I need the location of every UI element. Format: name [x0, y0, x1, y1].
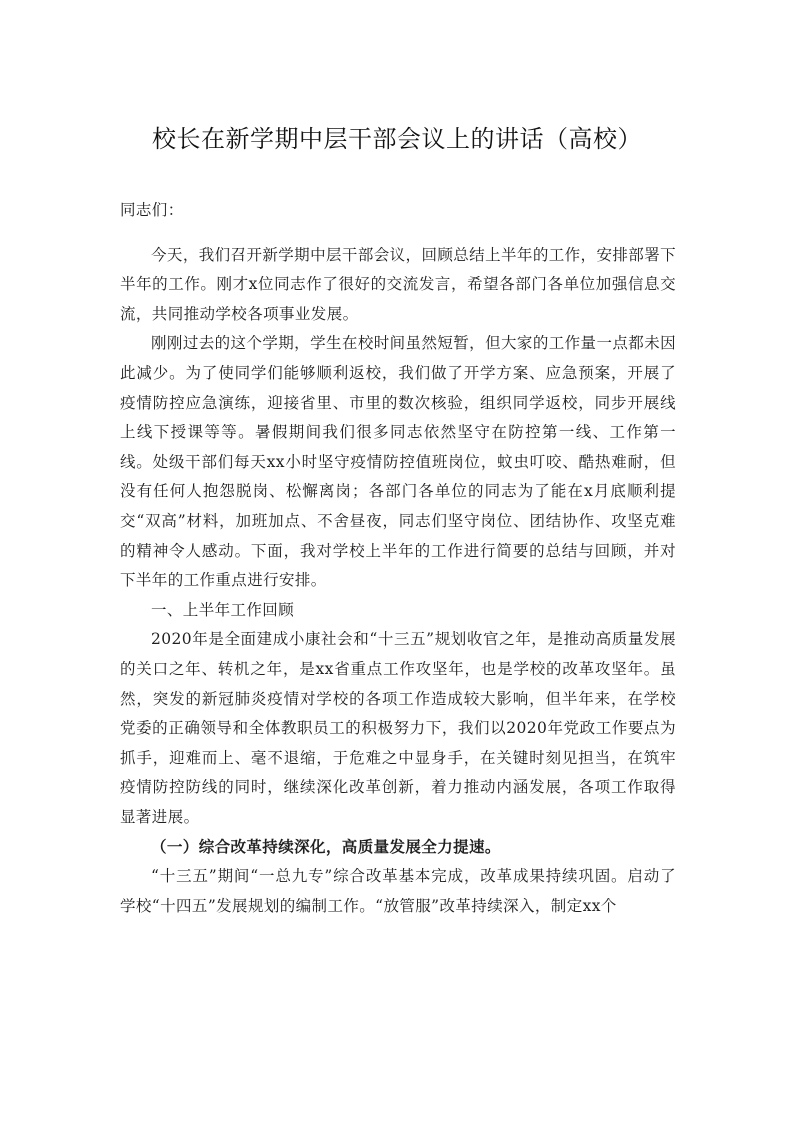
paragraph-reform-details: “十三五”期间“一总九专”综合改革基本完成，改革成果持续巩固。启动了学校“十四五”发展规划的编制工作。“放管服”改革持续深入，制定xx个: [120, 867, 676, 915]
paragraph-2020-overview: 2020年是全面建成小康社会和“十三五”规划收官之年，是推动高质量发展的关口之年、转机之年，是xx省重点工作攻坚年，也是学校的改革攻坚年。虽然，突发的新冠肺炎疫情对学校的各项工作造成较大影响，但半年来，在学校党委的正确领导和全体教职员工的积极努力下，我们以2020年党政工作要点为抓手，迎难而上、毫不退缩，于危难之中显身手，在关键时刻见担当，在筑牢疫情防控防线的同时，继续深化改革创新，着力推动内涵发展，各项工作取得显著进展。: [120, 630, 676, 826]
paragraph-opening: 今天，我们召开新学期中层干部会议，回顾总结上半年的工作，安排部署下半年的工作。刚才x位同志作了很好的交流发言，希望各部门各单位加强信息交流，共同推动学校各项事业发展。: [120, 245, 676, 323]
document-title: 校长在新学期中层干部会议上的讲话（高校）: [152, 125, 642, 153]
section-heading-review: 一、上半年工作回顾: [151, 600, 295, 619]
salutation: 同志们：: [120, 201, 184, 219]
document-body: [120, 196, 676, 921]
subsection-heading-reform: （一）综合改革持续深化，高质量发展全力提速。: [151, 837, 501, 857]
paragraph-semester-summary: 刚刚过去的这个学期，学生在校时间虽然短暂，但大家的工作量一点都未因此减少。为了使同学们能够顺利返校，我们做了开学方案、应急预案，开展了疫情防控应急演练，迎接省里、市里的数次核验，组织同学返校，同步开展线上线下授课等等。暑假期间我们很多同志依然坚守在防控第一线、工作第一线。处级干部们每天xx小时坚守疫情防控值班岗位，蚊虫叮咬、酷热难耐，但没有任何人抱怨脱岗、松懈离岗；各部门各单位的同志为了能在x月底顺利提交“双高”材料，加班加点、不舍昼夜，同志们坚守岗位、团结协作、攻坚克难的精神令人感动。下面，我对学校上半年的工作进行简要的总结与回顾，并对下半年的工作重点进行安排。: [120, 334, 676, 590]
